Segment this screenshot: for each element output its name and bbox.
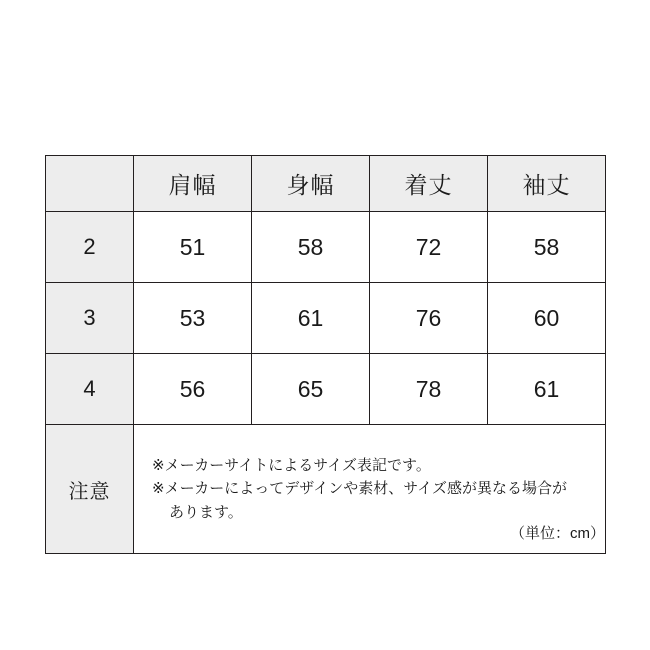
cell-chest: 58	[252, 212, 370, 283]
cell-chest: 61	[252, 283, 370, 354]
column-header-sleeve: 袖丈	[488, 156, 606, 212]
cell-length: 72	[370, 212, 488, 283]
note-line-2: ※メーカーによってデザインや素材、サイズ感が異なる場合が	[152, 480, 568, 498]
column-header-shoulder: 肩幅	[134, 156, 252, 212]
cell-length: 78	[370, 354, 488, 425]
cell-chest: 65	[252, 354, 370, 425]
table-header-row	[46, 156, 606, 212]
size-table-container	[45, 155, 605, 554]
table-row	[46, 212, 606, 283]
column-header-length: 着丈	[370, 156, 488, 212]
cell-shoulder: 56	[134, 354, 252, 425]
table-row	[46, 283, 606, 354]
cell-length: 76	[370, 283, 488, 354]
cell-sleeve: 60	[488, 283, 606, 354]
column-header-chest: 身幅	[252, 156, 370, 212]
header-corner-cell	[46, 156, 134, 212]
note-line-3: あります。	[169, 503, 243, 521]
cell-shoulder: 53	[134, 283, 252, 354]
cell-shoulder: 51	[134, 212, 252, 283]
cell-sleeve: 61	[488, 354, 606, 425]
cell-sleeve: 58	[488, 212, 606, 283]
row-header-size: 4	[46, 354, 134, 425]
row-header-size: 3	[46, 283, 134, 354]
unit-note: （単位：cm）	[510, 525, 605, 542]
note-label: 注意	[46, 425, 134, 554]
note-line-1: ※メーカーサイトによるサイズ表記です。	[152, 457, 431, 475]
row-header-size: 2	[46, 212, 134, 283]
size-table	[45, 155, 606, 554]
table-row	[46, 354, 606, 425]
